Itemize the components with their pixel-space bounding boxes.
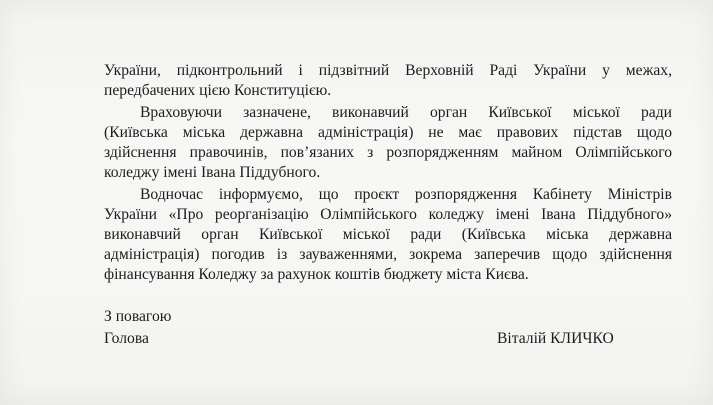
paragraph-3-line-5: фінансування Коледжу за рахунок коштів бюджету міста Києва. [104,266,529,283]
signer-title: Голова [104,330,149,347]
paragraph-2-line-4: коледжу імені Івана Піддубного. [104,164,321,181]
paragraph-3-line-3: виконавчий орган Київської міської ради (Київська міська державна [104,226,672,243]
paragraph-3-line-1: Водночас інформуємо, що проєкт розпорядження Кабінету Міністрів [140,186,672,203]
paragraph-1-line-1: України, підконтрольний і підзвітний Верховній Раді України у межах, [104,62,672,79]
paragraph-2-line-2: (Київська міська державна адміністрація) не має правових підстав щодо [104,124,672,141]
paragraph-1-line-2: передбачених цією Конституцією. [104,82,332,99]
signer-name: Віталій КЛИЧКО [497,330,614,347]
paragraph-2-line-1: Враховуючи зазначене, виконавчий орган Київської міської ради [140,104,672,121]
closing-text: З повагою [104,308,172,325]
paragraph-2-line-3: здійснення правочинів, пов’язаних з розпорядженням майном Олімпійського [104,144,672,161]
paragraph-3-line-4: адміністрація) погодив із зауваженнями, зокрема заперечив щодо здійснення [104,246,672,263]
paragraph-3-line-2: України «Про реорганізацію Олімпійського коледжу імені Івана Піддубного» [104,206,672,223]
